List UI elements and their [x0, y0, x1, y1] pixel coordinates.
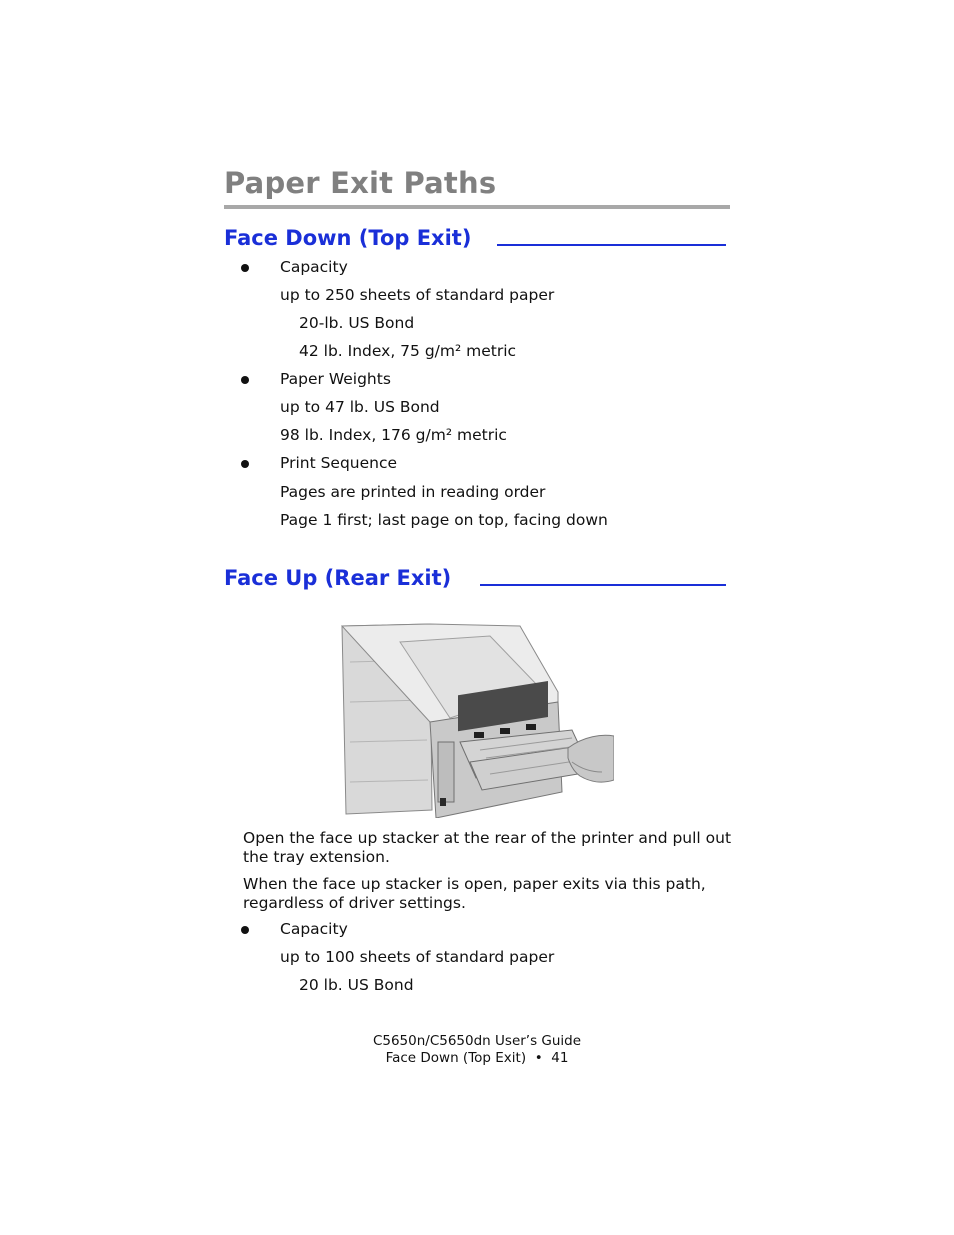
footer-guide-title: C5650n/C5650dn User’s Guide	[372, 1033, 582, 1049]
heading-rule	[497, 244, 726, 246]
item-detail: up to 250 sheets of standard paper	[280, 286, 555, 304]
item-sub-detail: 20 lb. US Bond	[299, 976, 414, 994]
page-number: 41	[551, 1050, 569, 1066]
item-detail: 98 lb. Index, 176 g/m² metric	[280, 426, 507, 444]
item-label-capacity: Capacity	[280, 920, 348, 938]
page-title: Paper Exit Paths	[224, 166, 497, 200]
item-detail: up to 47 lb. US Bond	[280, 398, 440, 416]
paragraph: When the face up stacker is open, paper exits via this path, regardless of driver settings.	[243, 875, 706, 912]
item-label-paper-weights: Paper Weights	[280, 370, 391, 388]
footer-separator: •	[534, 1050, 543, 1066]
item-detail: Page 1 first; last page on top, facing down	[280, 511, 608, 529]
item-detail: Pages are printed in reading order	[280, 483, 546, 501]
section-heading-face-down: Face Down (Top Exit)	[224, 226, 472, 250]
item-sub-detail: 20-lb. US Bond	[299, 314, 415, 332]
heading-rule	[480, 584, 726, 586]
bullet-icon	[241, 926, 249, 934]
bullet-icon	[241, 264, 249, 272]
printer-rear-exit-photo	[340, 622, 614, 818]
item-sub-detail: 42 lb. Index, 75 g/m² metric	[299, 342, 517, 360]
bullet-icon	[241, 376, 249, 384]
footer-section: Face Down (Top Exit)	[385, 1050, 527, 1066]
item-detail: up to 100 sheets of standard paper	[280, 948, 555, 966]
item-label-print-sequence: Print Sequence	[280, 454, 398, 472]
footer-page-location	[340, 1050, 614, 1067]
title-rule	[224, 205, 730, 209]
section-heading-face-up: Face Up (Rear Exit)	[224, 566, 452, 590]
item-label-capacity: Capacity	[280, 258, 348, 276]
paragraph: Open the face up stacker at the rear of the printer and pull out the tray extension.	[243, 829, 732, 866]
bullet-icon	[241, 460, 249, 468]
